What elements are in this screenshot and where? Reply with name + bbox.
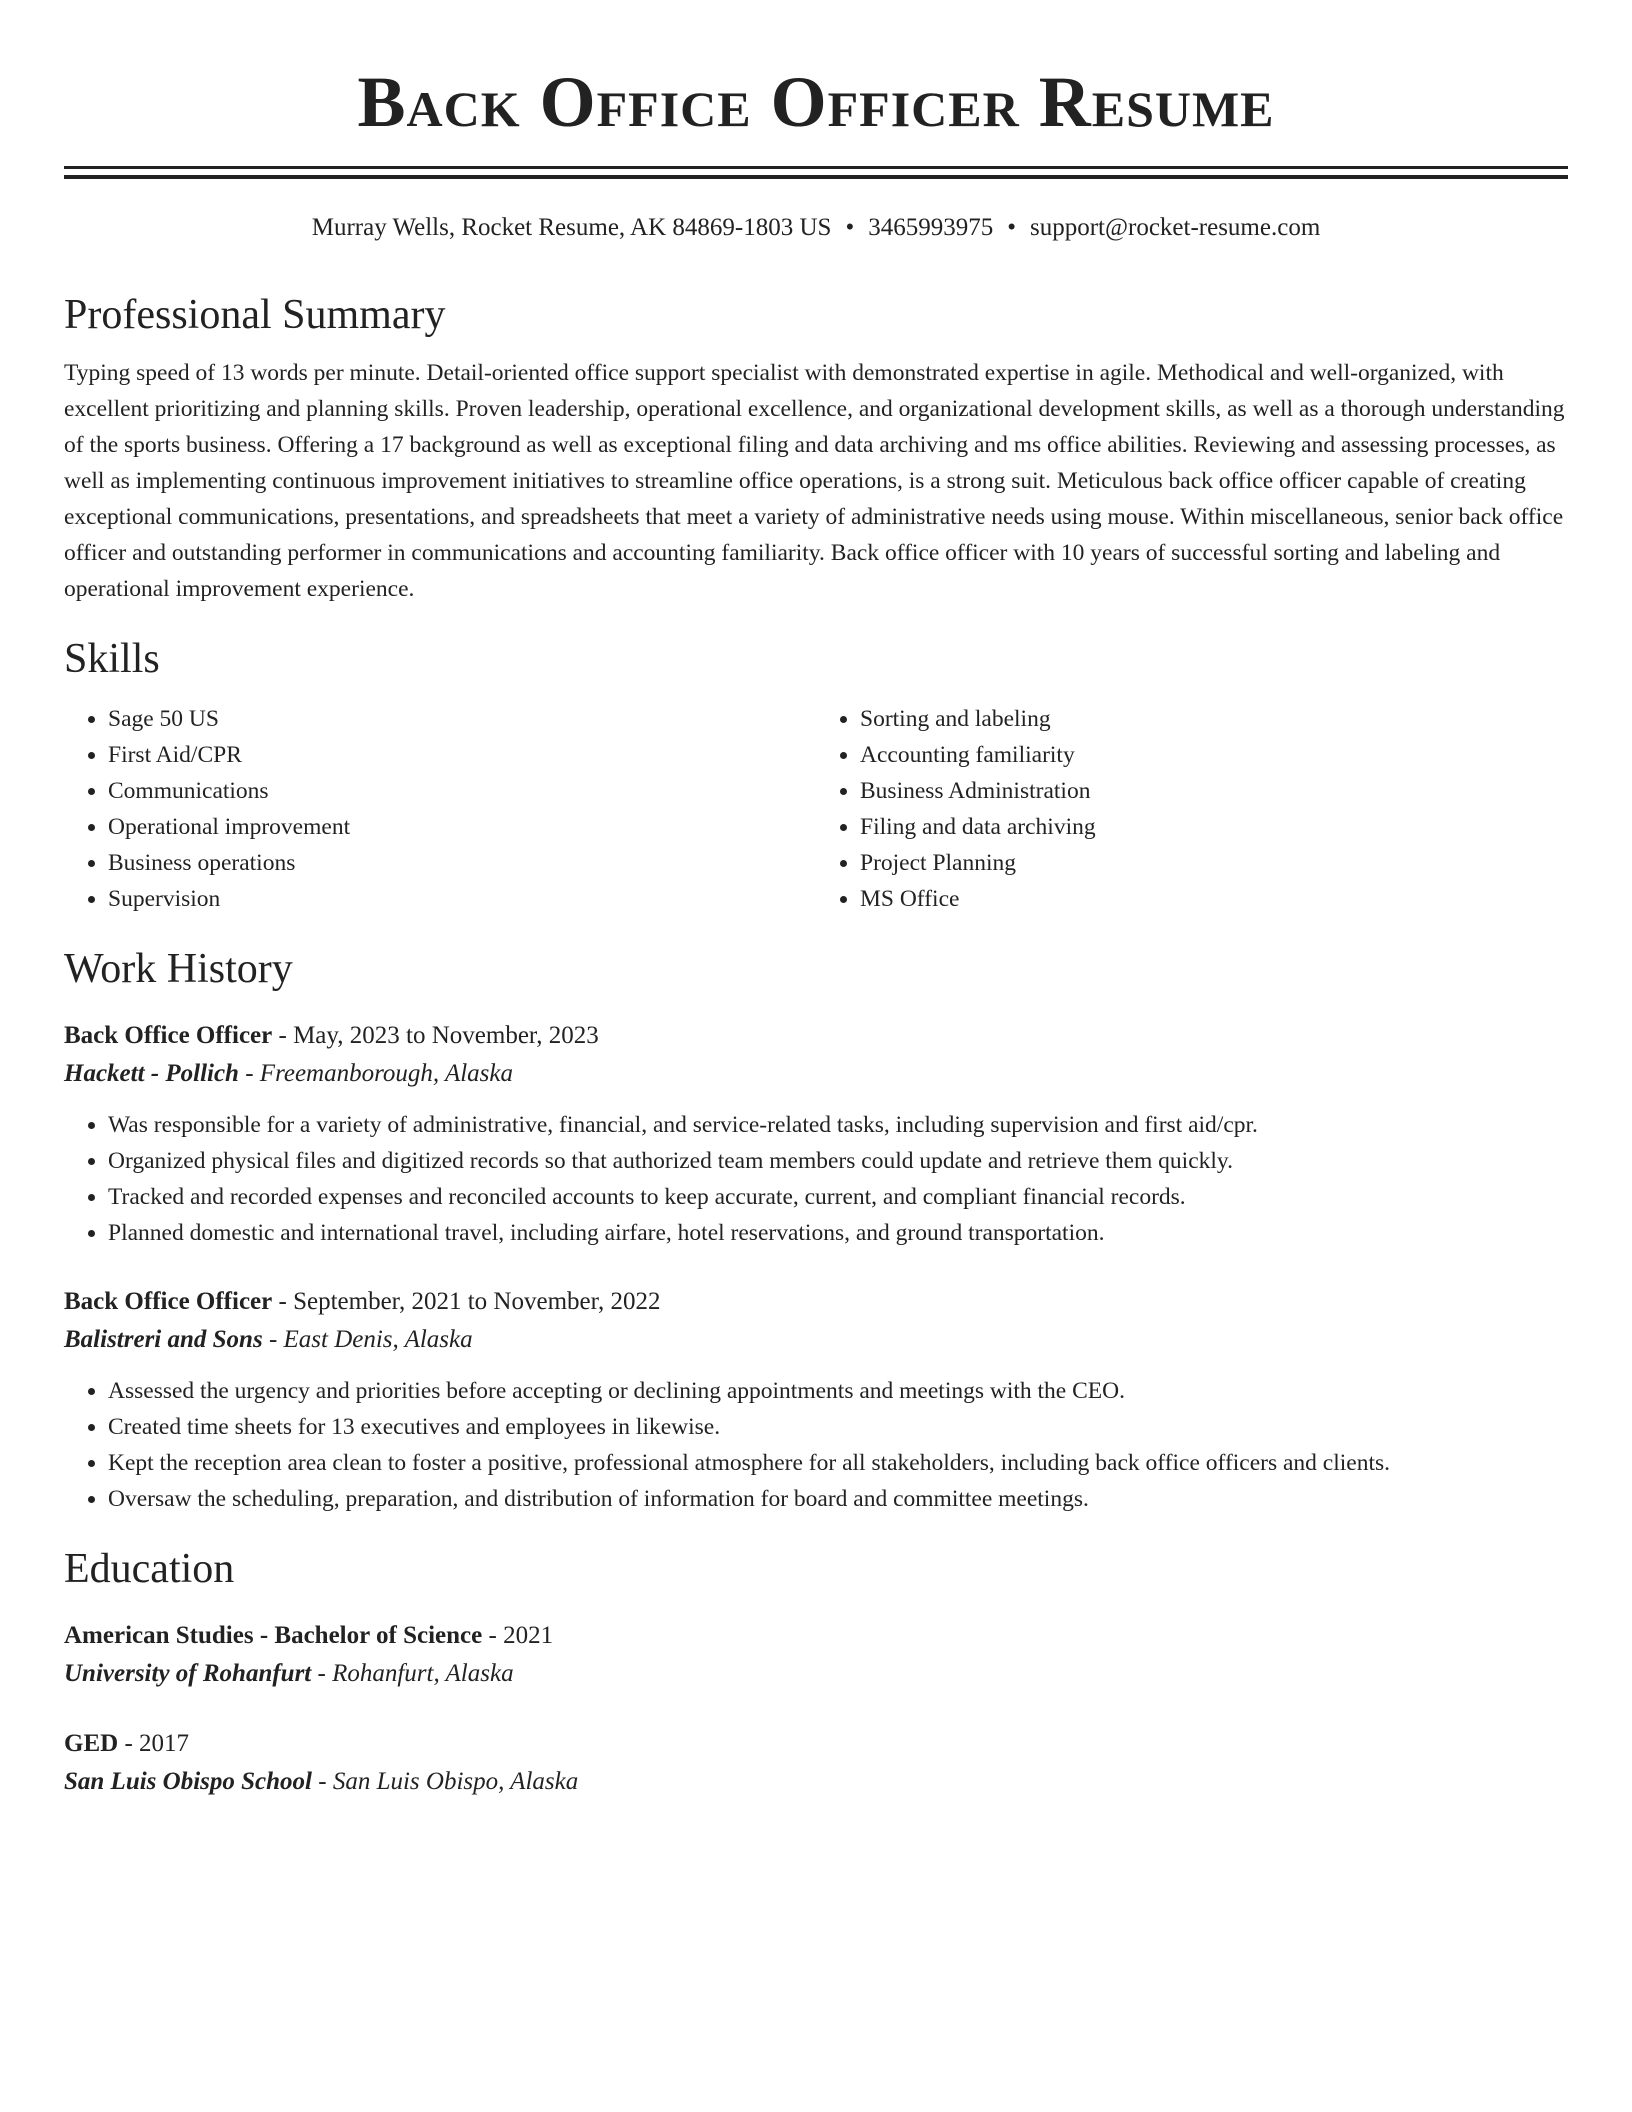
job-company-line [64, 1055, 1568, 1093]
job-header [64, 1283, 1568, 1321]
education-location: Rohanfurt, Alaska [332, 1660, 514, 1687]
job-bullet: • Planned domestic and international travel, including airfare, hotel reservations, and ground transportation. [108, 1215, 1568, 1251]
contact-line [64, 211, 1568, 245]
skills-column-left [64, 701, 816, 917]
skill-item: • Sage 50 US [108, 701, 816, 737]
job-bullet: • Tracked and recorded expenses and reconciled accounts to keep accurate, current, and compliant financial records. [108, 1179, 1568, 1215]
job-bullet: • Kept the reception area clean to foster a positive, professional atmosphere for all stakeholders, including back office officers and clients. [108, 1445, 1568, 1481]
job-entry [64, 1017, 1568, 1251]
job-bullet: • Created time sheets for 13 executives and employees in likewise. [108, 1409, 1568, 1445]
dash: - [482, 1622, 504, 1649]
dash: - [118, 1730, 140, 1757]
job-location: Freemanborough, Alaska [259, 1060, 514, 1087]
education-entry [64, 1725, 1568, 1801]
job-title: Back Office Officer [64, 1288, 273, 1315]
education-entry [64, 1617, 1568, 1693]
education-degree: American Studies - Bachelor of Science [64, 1622, 483, 1649]
job-bullets [64, 1107, 1568, 1251]
skills-heading: Skills [64, 636, 160, 682]
education-degree-line [64, 1617, 1568, 1655]
skill-item: • Communications [108, 773, 816, 809]
contact-address: Murray Wells, Rocket Resume, AK 84869-1803 US [311, 214, 832, 241]
education-school-line [64, 1655, 1568, 1693]
education-degree: GED [64, 1730, 119, 1757]
title-rule-top [64, 166, 1568, 169]
page-title: Back Office Officer Resume [357, 62, 1275, 142]
dash: - [311, 1660, 333, 1687]
contact-separator: • [1007, 214, 1016, 241]
education-school: San Luis Obispo School [64, 1768, 312, 1795]
skill-item: • Business Administration [860, 773, 1568, 809]
dash: - [272, 1288, 294, 1315]
dash: - [238, 1060, 260, 1087]
education-school-line [64, 1763, 1568, 1801]
contact-phone: 3465993975 [868, 214, 994, 241]
job-title: Back Office Officer [64, 1022, 273, 1049]
work-history-heading: Work History [64, 946, 293, 992]
education-heading: Education [64, 1546, 235, 1592]
skills-list [64, 701, 1568, 917]
contact-separator: • [845, 214, 855, 241]
job-location: East Denis, Alaska [283, 1326, 473, 1353]
job-dates: September, 2021 to November, 2022 [293, 1288, 661, 1315]
contact-email: support@rocket-resume.com [1029, 214, 1321, 241]
job-dates: May, 2023 to November, 2023 [293, 1022, 599, 1049]
skills-column-right [816, 701, 1568, 917]
education-school: University of Rohanfurt [64, 1660, 312, 1687]
skill-item: • Filing and data archiving [860, 809, 1568, 845]
skill-item: • Business operations [108, 845, 816, 881]
job-bullets [64, 1373, 1568, 1517]
job-company: Hackett - Pollich [64, 1060, 239, 1087]
job-bullet: • Organized physical files and digitized records so that authorized team members could update and retrieve them quickly. [108, 1143, 1568, 1179]
dash: - [272, 1022, 294, 1049]
skill-item: • First Aid/CPR [108, 737, 816, 773]
education-year: 2021 [503, 1622, 554, 1649]
job-company-line [64, 1321, 1568, 1359]
summary-text: Typing speed of 13 words per minute. Detail-oriented office support specialist with demonstrated expertise in agile. Methodical and well-organized, with excellent prioritizing and planning skills. Proven leadership, operational excellence, and organizational development skills, as well as a thorough understanding of the sports business. Offering a 17 background as well as exceptional filing and data archiving and ms office abilities. Reviewing and assessing processes, as well as implementing continuous improvement initiatives to streamline office operations, is a strong suit. Meticulous back office officer capable of creating exceptional communications, presentations, and spreadsheets that meet a variety of administrative needs using mouse. Within miscellaneous, senior back office officer and outstanding performer in communications and accounting familiarity. Back office officer with 10 years of successful sorting and labeling and operational improvement experience. [64, 360, 1565, 602]
skill-item: • Supervision [108, 881, 816, 917]
job-header [64, 1017, 1568, 1055]
job-company: Balistreri and Sons [64, 1326, 263, 1353]
education-year: 2017 [139, 1730, 190, 1757]
skill-item: • Operational improvement [108, 809, 816, 845]
job-bullet: • Was responsible for a variety of administrative, financial, and service-related tasks, including supervision and first aid/cpr. [108, 1107, 1568, 1143]
job-bullet: • Assessed the urgency and priorities before accepting or declining appointments and meetings with the CEO. [108, 1373, 1568, 1409]
dash: - [312, 1768, 333, 1795]
job-entry [64, 1283, 1568, 1517]
skill-item: • Project Planning [860, 845, 1568, 881]
skill-item: • MS Office [860, 881, 1568, 917]
dash: - [262, 1326, 284, 1353]
title-rule-bottom [64, 175, 1568, 179]
job-bullet: • Oversaw the scheduling, preparation, and distribution of information for board and committee meetings. [108, 1481, 1568, 1517]
summary-heading: Professional Summary [64, 292, 446, 338]
education-location: San Luis Obispo, Alaska [332, 1768, 579, 1795]
skill-item: • Sorting and labeling [860, 701, 1568, 737]
education-degree-line [64, 1725, 1568, 1763]
skill-item: • Accounting familiarity [860, 737, 1568, 773]
